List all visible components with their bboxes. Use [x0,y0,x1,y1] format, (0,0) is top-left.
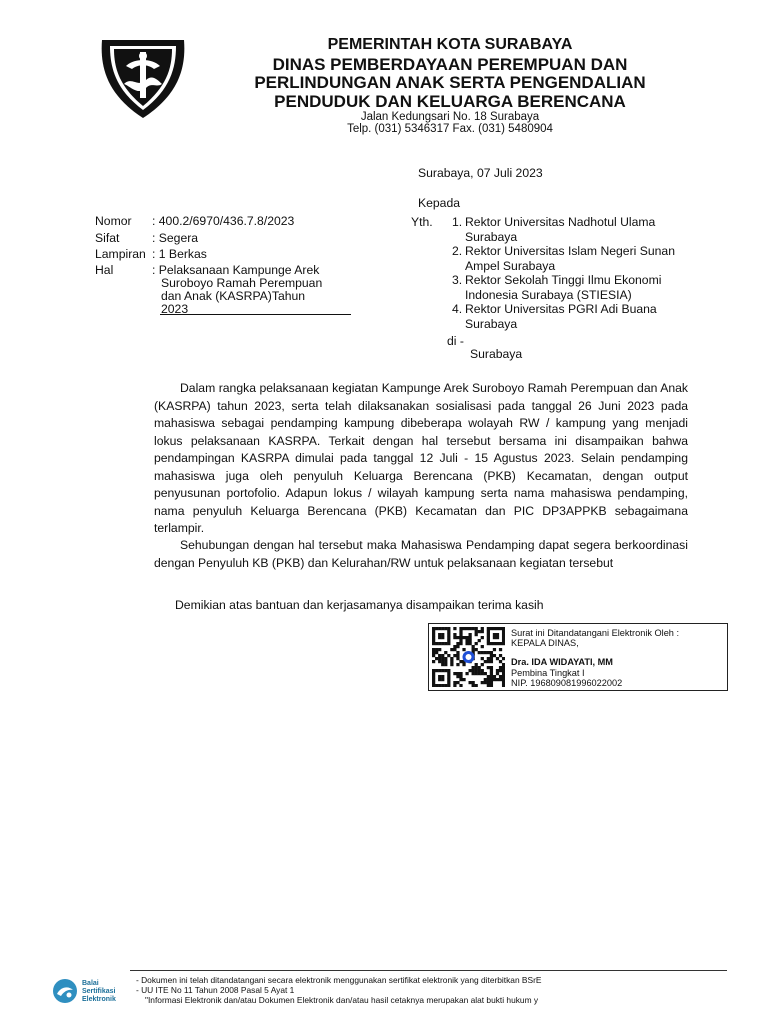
addressee-label: Kepada [418,196,461,210]
signatory-rank: Pembina Tingkat I [511,668,585,678]
body-paragraph-2 [154,537,688,572]
bsre-line: Sertifikasi [82,988,116,995]
letter-date: Surabaya, 07 Juli 2023 [418,166,543,180]
recipient-line2: Ampel Surabaya [465,259,556,273]
recipient-line2: Surabaya [465,230,518,244]
header-address: Jalan Kedungsari No. 18 Surabaya [360,111,540,123]
meta-label-hal: Hal [95,263,114,277]
meta-value-nomor: : 400.2/6970/436.7.8/2023 [152,214,295,228]
bsre-line: Balai [82,980,99,987]
footer-divider [130,970,727,971]
recipient-line1: Rektor Universitas PGRI Adi Buana [465,302,657,316]
signature-position: KEPALA DINAS, [511,638,579,648]
footer-note-2: - UU ITE No 11 Tahun 2008 Pasal 5 Ayat 1 [136,985,295,995]
bsre-logo-icon [52,978,78,1004]
recipient-line1: Rektor Universitas Nadhotul Ulama [465,215,656,229]
recipient-line2: Indonesia Surabaya (STIESIA) [465,288,632,302]
recipient-line1: Rektor Sekolah Tinggi Ilmu Ekonomi [465,273,662,287]
meta-value-sifat: : Segera [152,231,199,245]
body-paragraph-1 [154,380,688,538]
qr-code-icon [432,627,505,687]
signatory-nip: NIP. 196809081996022002 [511,678,623,688]
yth-label: Yth. [411,215,433,229]
header-phone: Telp. (031) 5346317 Fax. (031) 5480904 [347,123,553,135]
recipient-number: 2. [452,244,463,258]
meta-hal-cont-1: Suroboyo Ramah Perempuan [161,276,323,290]
meta-value-hal: : Pelaksanaan Kampunge Arek [152,263,320,277]
meta-label-nomor: Nomor [95,214,132,228]
recipient-line1: Rektor Universitas Islam Negeri Sunan [465,244,675,258]
footer-note-1: - Dokumen ini telah ditandatangani secara elektronik menggunakan sertifikat elektronik yang diterbitkan BSrE [136,975,542,985]
recipient-number: 1. [452,215,463,229]
recipient-number: 4. [452,302,463,316]
footer-note-3: "Informasi Elektronik dan/atau Dokumen Elektronik dan/atau hasil cetaknya merupakan alat bukti hukum y [145,995,539,1005]
header-department-line3: PENDUDUK DAN KELUARGA BERENCANA [274,92,626,111]
meta-label-sifat: Sifat [95,231,120,245]
meta-label-lampiran: Lampiran [95,247,146,261]
recipient-line2: Surabaya [465,317,518,331]
signature-note: Surat ini Ditandatangani Elektronik Oleh : [511,628,680,638]
di-label: di - [447,334,464,348]
header-government: PEMERINTAH KOTA SURABAYA [327,36,573,53]
meta-value-lampiran: : 1 Berkas [152,247,207,261]
bsre-logo-text [82,980,116,1004]
header-department-line1: DINAS PEMBERDAYAAN PEREMPUAN DAN [272,55,628,74]
recipient-number: 3. [452,273,463,287]
meta-hal-cont-2: dan Anak (KASRPA)Tahun [161,289,306,303]
meta-hal-cont-3: 2023 [161,302,189,316]
signatory-name: Dra. IDA WIDAYATI, MM [511,657,613,667]
closing-paragraph: Demikian atas bantuan dan kerjasamanya disampaikan terima kasih [175,598,544,612]
bsre-line: Elektronik [82,996,116,1003]
header-department-line2: PERLINDUNGAN ANAK SERTA PENGENDALIAN [254,73,646,92]
paragraph-2-text: Sehubungan dengan hal tersebut maka Mahasiswa Pendamping dapat segera berkoordinasi dengan Penyuluh KB (PKB) dan Kelurahan/RW untuk pelaksanaan kegiatan tersebut [154,538,688,570]
subject-underline [160,314,351,315]
paragraph-1-text: Dalam rangka pelaksanaan kegiatan Kampunge Arek Suroboyo Ramah Perempuan dan Anak (KASRPA) tahun 2023, serta telah dilaksanakan sosialisasi pada tanggal 26 Juni 2023 pada mahasiswa sebagai pendamping kampung dibeberapa wolayah RW / kampung yang menjadi lokus pelaksanaan KASRPA. Terkait dengan hal tersebut bersama ini disampaikan bahwa pendampingan KASRPA dimulai pada tanggal 12 Juli - 15 Agustus 2023. Selain pendamping mahasiswa juga oleh penyuluh Keluarga Berencana (PKB) Kecamatan, dengan output penyusunan portofolio. Adapun lokus / wilayah kampung serta nama mahasiswa pendamping, nama penyuluh Keluarga Berencana (PKB) Kecamatan dan PIC DP3APPKB sebagaimana terlampir. [154,381,688,535]
di-city: Surabaya [470,347,523,361]
surabaya-emblem-logo [96,36,190,120]
